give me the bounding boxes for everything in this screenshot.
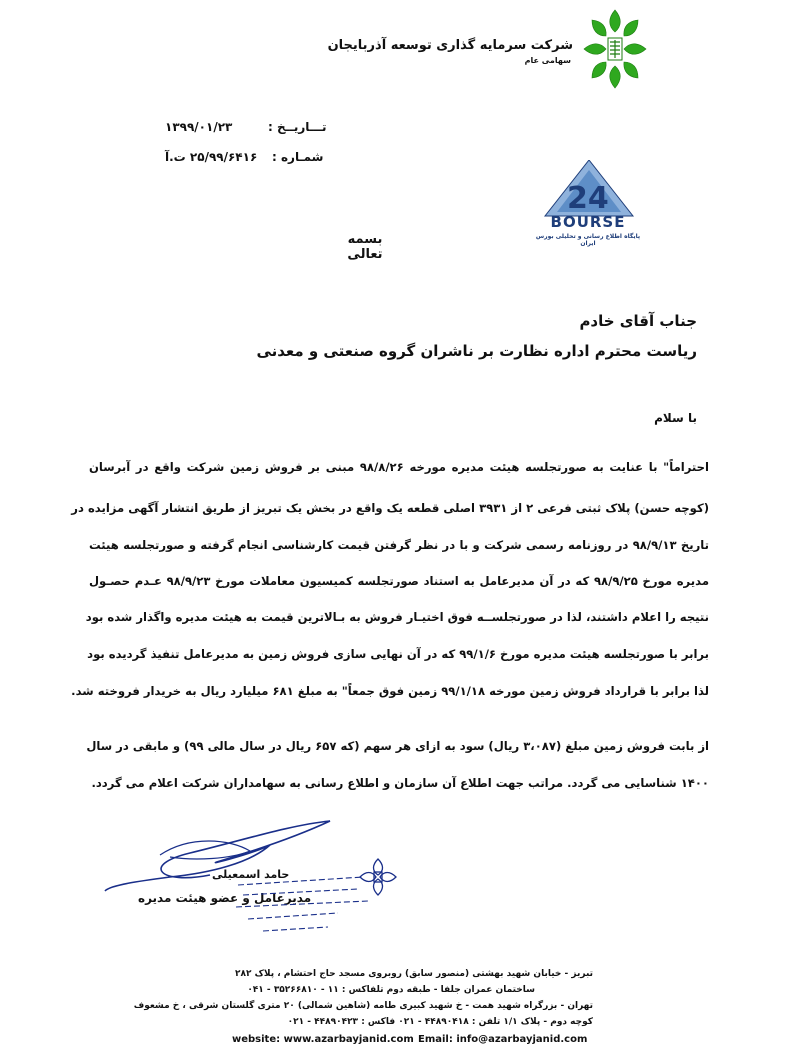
number-value: ۲۵/۹۹/۶۴۱۶ ت.آ — [165, 150, 258, 164]
body-line: (کوچه حسن) پلاک ثبتی فرعی ۲ از ۳۹۳۱ اصلی قطعه یک واقع در بخش یک تبریز از طریق انتشار آگهی مزایده در — [71, 501, 709, 515]
number-label: شمـاره : — [272, 150, 324, 164]
body-line: ۱۴۰۰ شناسایی می گردد. مراتب جهت اطلاع آن سازمان و اطلاع رسانی به سهامداران شرکت اعلام می گردد. — [91, 776, 709, 790]
body-line: از بابت فروش زمین مبلغ (۳،۰۸۷ ریال) سود به ازای هر سهم (که ۶۵۷ ریال در سال مالی ۹۹) و مابقی در سال — [86, 739, 709, 753]
company-type: سهامی عام — [524, 56, 571, 65]
footer-tehran-phone: کوچه دوم - پلاک ۱/۱ تلفن : ۴۴۸۹۰۴۱۸ - ۰۲۱ فاکس : ۴۴۸۹۰۴۲۳ - ۰۲۱ — [287, 1017, 593, 1027]
body-line: برابر با صورتجلسه هیئت مدیره مورخ ۹۹/۱/۶ که در آن نهایی سازی فروش زمین به مدیرعامل تنفیذ گردیده بود — [87, 647, 709, 661]
body-line: نتیجه را اعلام داشتند، لذا در صورتجلســه فوق اختیـار فروش به بـالاترین قیمت به هیئت مدیره واگذار شده بود — [85, 610, 709, 624]
basmala: بسمه تعالی — [347, 232, 383, 262]
body-line: لذا برابر با قرارداد فروش زمین مورخه ۹۹/۱/۱۸ زمین فوق جمعاً" به مبلغ ۶۸۱ میلیارد ریال به خریدار فروخته شد. — [71, 684, 709, 698]
company-name: شرکت سرمایه گذاری توسعه آذربایجان — [327, 38, 573, 53]
footer-website-link[interactable]: website: www.azarbayjanid.com — [232, 1034, 414, 1045]
bourse-tagline: پایگاه اطلاع رسانی و تحلیلی بورس ایران — [535, 233, 641, 247]
recipient-name: جناب آقای خادم — [579, 312, 697, 330]
footer-email-link[interactable]: Email: info@azarbayjanid.com — [418, 1034, 588, 1045]
footer-tabriz-address: تبریز - خیابان شهید بهشتی (منصور سابق) روبروی مسجد حاج احتشام ، پلاک ۲۸۲ — [235, 969, 593, 979]
footer-tehran-address: تهران - بزرگراه شهید همت - خ شهید کبیری طامه (شاهین شمالی) ۲۰ متری گلستان شرقی ، خ مشعوف — [133, 1001, 593, 1011]
salutation: با سلام — [654, 411, 697, 425]
date-value: ۱۳۹۹/۰۱/۲۳ — [165, 120, 233, 134]
body-line: احتراماً" با عنایت به صورتجلسه هیئت مدیره مورخه ۹۸/۸/۲۶ مبنی بر فروش زمین شرکت واقع در آبرسان — [89, 460, 709, 474]
date-label: تـــاریــخ : — [268, 120, 327, 134]
bourse-wordmark: BOURSE — [550, 213, 626, 231]
svg-text:24: 24 — [567, 181, 609, 216]
recipient-title: ریاست محترم اداره نظارت بر ناشران گروه صنعتی و معدنی — [256, 342, 697, 360]
signer-name: حامد اسمعیلی — [212, 868, 290, 881]
body-line: مدیره مورخ ۹۸/۹/۲۵ که در آن مدیرعامل به استناد صورتجلسه کمیسیون معاملات مورخ ۹۸/۹/۲۳ عـدم حصـول — [89, 574, 709, 588]
footer-tabriz-phone: ساختمان عمران جلفا - طبقه دوم تلفاکس : ۱۱ - ۳۵۲۶۶۸۱۰ - ۰۴۱ — [247, 985, 535, 995]
body-line: تاریخ ۹۸/۹/۱۳ در روزنامه رسمی شرکت و با در نظر گرفتن قیمت کارشناسی انجام گرفته و صورتجلسه هیئت — [89, 538, 709, 552]
company-stamp — [218, 855, 398, 945]
signer-title: مدیرعامل و عضو هیئت مدیره — [138, 891, 312, 905]
company-leaf-logo-icon — [582, 8, 648, 90]
